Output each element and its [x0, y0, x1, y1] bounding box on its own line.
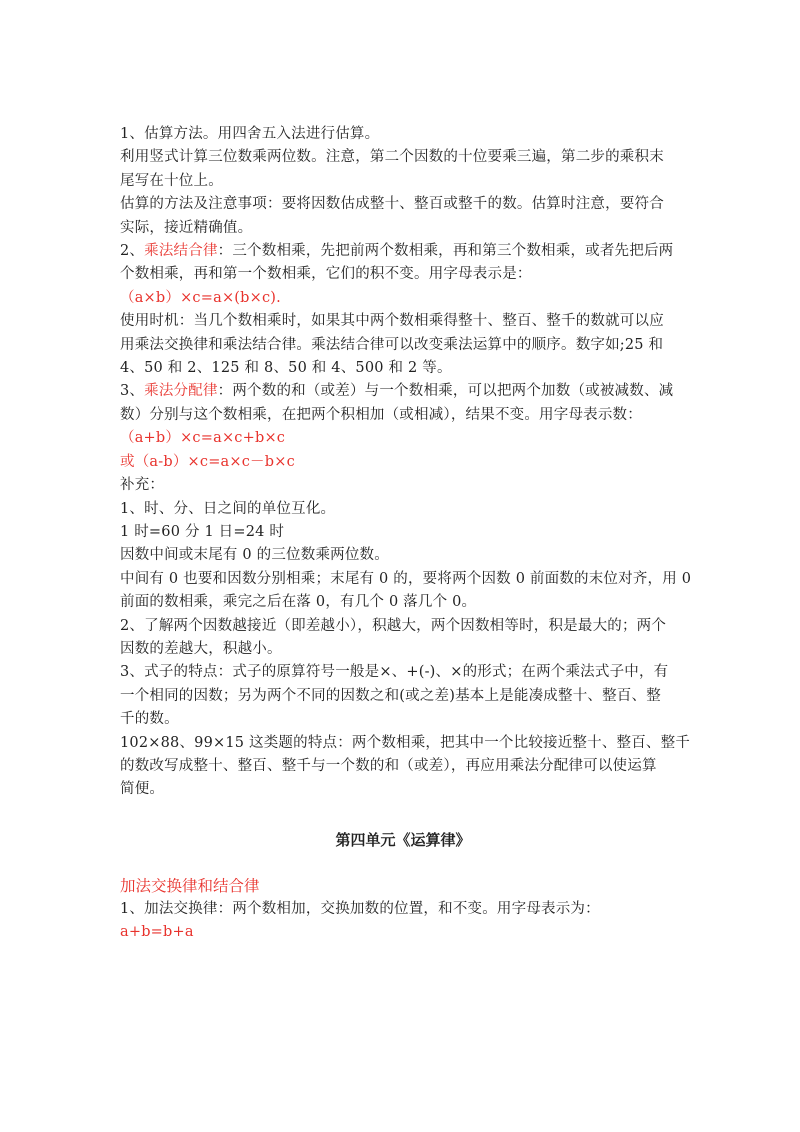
body-text: 实际，接近精确值。 — [120, 219, 253, 236]
text-line — [120, 708, 686, 731]
text-line — [120, 146, 686, 169]
text-line — [120, 451, 686, 474]
body-text: 简便。 — [120, 781, 165, 798]
text-line — [120, 217, 686, 240]
text-line — [120, 474, 686, 497]
highlight-text: 乘法结合律 — [144, 243, 218, 260]
text-line — [120, 263, 686, 286]
text-line — [120, 310, 686, 333]
body-text: 利用竖式计算三位数乘两位数。注意，第二个因数的十位要乘三遍，第二步的乘积末 — [120, 149, 664, 166]
body-text: 使用时机：当几个数相乘时，如果其中两个数相乘得整十、整百、整千的数就可以应 — [120, 313, 664, 330]
text-line — [120, 287, 686, 310]
body-text: 补充： — [120, 477, 165, 494]
text-line — [120, 921, 686, 944]
text-line — [120, 240, 686, 263]
body-text: 3、式子的特点：式子的原算符号一般是×、+(-)、×的形式；在两个乘法式子中，有 — [120, 664, 669, 681]
body-text: 千的数。 — [120, 711, 179, 728]
body-text: 因数的差越大，积越小。 — [120, 640, 282, 657]
text-line — [120, 778, 686, 801]
highlight-text: 乘法分配律 — [144, 383, 218, 400]
body-text: ：两个数的和（或差）与一个数相乘，可以把两个加数（或被减数、减 — [217, 383, 674, 400]
text-line — [120, 685, 686, 708]
text-line — [120, 661, 686, 684]
highlight-text: 或（a-b）×c=a×c－b×c — [120, 453, 295, 470]
body-text: 个数相乘，再和第一个数相乘，它们的积不变。用字母表示是： — [120, 266, 532, 283]
body-text: 1、加法交换律：两个数相加，交换加数的位置，和不变。用字母表示为： — [120, 900, 600, 917]
text-line — [120, 568, 692, 591]
section-title: 第四单元《运算律》 — [335, 830, 471, 849]
document-page — [120, 123, 692, 945]
text-line — [120, 615, 686, 638]
text-line — [120, 334, 686, 357]
body-text: 中间有 0 也要和因数分别相乘；末尾有 0 的，要将两个因数 0 前面数的末位对齐，用 0 — [120, 570, 692, 587]
body-text: 4、50 和 2、125 和 8、50 和 4、500 和 2 等。 — [120, 360, 452, 377]
subsection-title: 加法交换律和结合律 — [120, 876, 260, 895]
body-text: 102×88、99×15 这类题的特点：两个数相乘，把其中一个比较接近整十、整百、整千 — [120, 734, 691, 751]
body-text: 用乘法交换律和乘法结合律。乘法结合律可以改变乘法运算中的顺序。数字如;25 和 — [120, 336, 664, 353]
text-line — [120, 898, 686, 921]
text-line — [120, 357, 686, 380]
text-line — [120, 193, 686, 216]
body-text: 数）分别与这个数相乘，在把两个积相加（或相减），结果不变。用字母表示数： — [120, 406, 642, 423]
text-line — [120, 638, 686, 661]
highlight-text: （a+b）×c=a×c+b×c — [120, 430, 286, 447]
body-text: 2、 — [120, 243, 145, 260]
body-text: 的数改写成整十、整百、整千与一个数的和（或差），再应用乘法分配律可以使运算 — [120, 757, 657, 774]
text-line — [120, 170, 686, 193]
body-text: 3、 — [120, 383, 145, 400]
body-text: 前面的数相乘，乘完之后在落 0，有几个 0 落几个 0。 — [120, 594, 477, 611]
body-text: 1、时、分、日之间的单位互化。 — [120, 500, 336, 517]
text-line — [120, 755, 686, 778]
rules-block — [120, 898, 686, 945]
body-text: 1 时=60 分 1 日=24 时 — [120, 523, 285, 540]
text-line — [120, 498, 686, 521]
body-text: 因数中间或末尾有 0 的三位数乘两位数。 — [120, 547, 389, 564]
body-text: ：三个数相乘，先把前两个数相乘，再和第三个数相乘，或者先把后两 — [217, 243, 674, 260]
body-text: 2、了解两个因数越接近（即差越小），积越大，两个因数相等时，积是最大的；两个 — [120, 617, 667, 634]
text-line — [120, 123, 686, 146]
body-text: 尾写在十位上。 — [120, 172, 223, 189]
text-line — [120, 591, 686, 614]
notes-block — [120, 123, 692, 802]
text-line — [120, 427, 686, 450]
highlight-text: （a×b）×c=a×(b×c). — [120, 289, 281, 306]
body-text: 估算的方法及注意事项：要将因数估成整十、整百或整千的数。估算时注意，要符合 — [120, 196, 664, 213]
highlight-text: a+b=b+a — [120, 924, 194, 941]
text-line — [120, 404, 686, 427]
text-line — [120, 544, 686, 567]
text-line — [120, 380, 686, 403]
body-text: 1、估算方法。用四舍五入法进行估算。 — [120, 126, 380, 142]
text-line — [120, 732, 691, 755]
text-line — [120, 521, 686, 544]
body-text: 一个相同的因数；另为两个不同的因数之和(或之差)基本上是能凑成整十、整百、整 — [120, 687, 661, 704]
